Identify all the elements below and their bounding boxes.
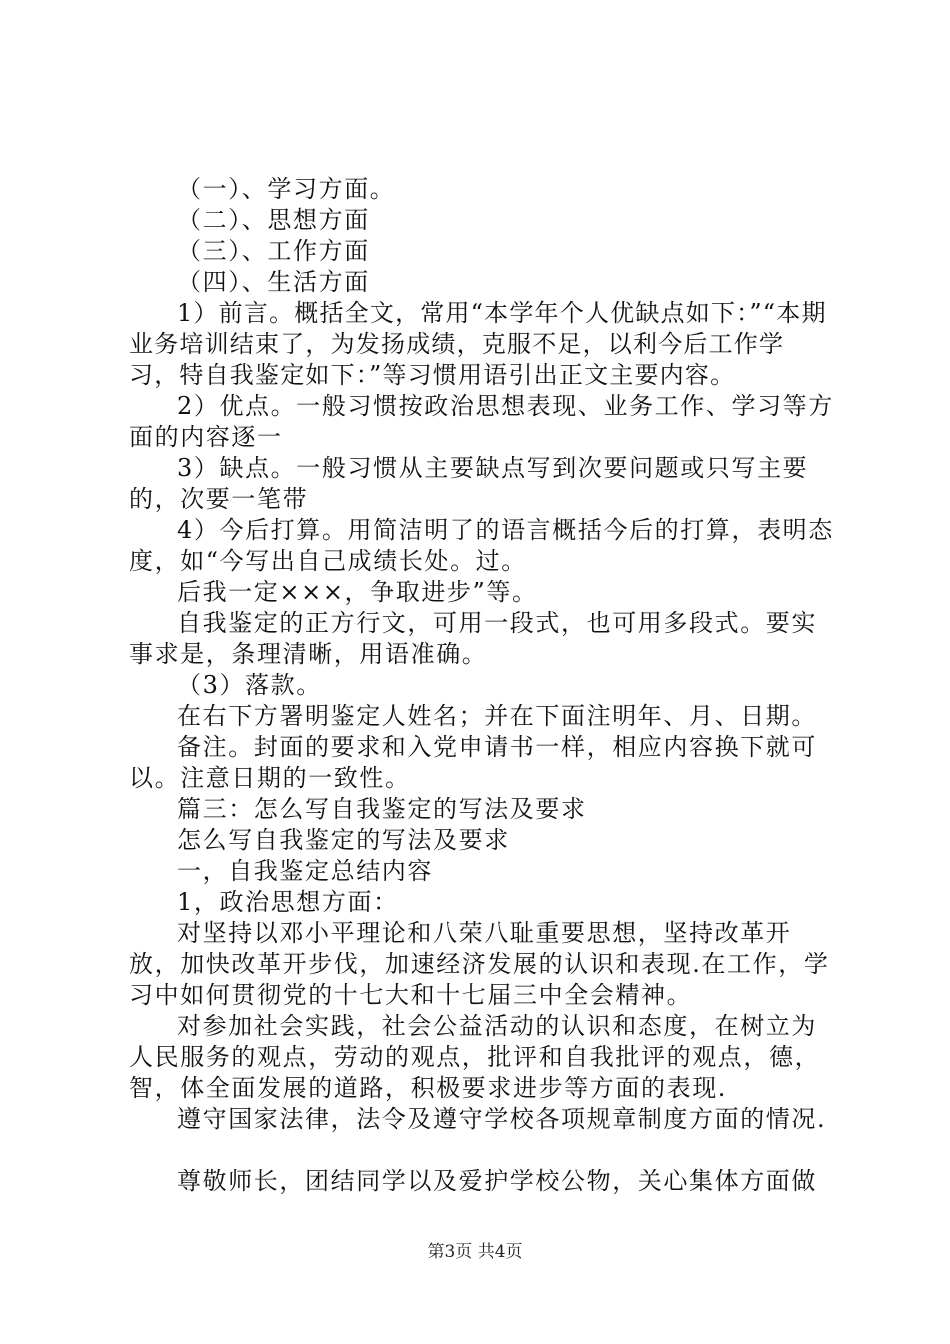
paragraph-signature-heading: （3）落款。 — [177, 671, 322, 699]
paragraph-strengths: 2）优点。一般习惯按政治思想表现、业务工作、学习等方面的内容逐一 — [129, 392, 834, 451]
paragraph-heading-study: （一）、学习方面。 — [177, 175, 396, 203]
paragraph-social-practice: 对参加社会实践，社会公益活动的认识和态度，在树立为人民服务的观点，劳动的观点，批评和自我批评的观点，德，智，体全面发展的道路，积极要求进步等方面的表现. — [129, 1012, 821, 1102]
document-body — [129, 174, 834, 1197]
paragraph-heading-life: （四）、生活方面 — [177, 268, 370, 296]
page-number-footer: 第3页 共4页 — [427, 1242, 523, 1262]
paragraph-body-format: 自我鉴定的正方行文，可用一段式，也可用多段式。要实事求是，条理清晰，用语准确。 — [129, 609, 817, 668]
paragraph-heading-work: （三）、工作方面 — [177, 237, 370, 265]
paragraph-section-three-subtitle: 怎么写自我鉴定的写法及要求 — [177, 826, 510, 854]
paragraph-section-three-title: 篇三：怎么写自我鉴定的写法及要求 — [177, 795, 587, 823]
paragraph-summary-content-heading: 一，自我鉴定总结内容 — [177, 857, 433, 885]
paragraph-remark: 备注。封面的要求和入党申请书一样，相应内容换下就可以。注意日期的一致性。 — [129, 733, 817, 792]
paragraph-signature-detail: 在右下方署明鉴定人姓名；并在下面注明年、月、日期。 — [177, 702, 817, 730]
paragraph-political-theory: 对坚持以邓小平理论和八荣八耻重要思想，坚持改革开放，加快改革开步伐，加速经济发展的认识和表现.在工作，学习中如何贯彻党的十七大和十七届三中全会精神。 — [129, 919, 830, 1009]
paragraph-future-plans: 4）今后打算。用简洁明了的语言概括今后的打算，表明态度，如“今写出自己成绩长处。过。 — [129, 516, 834, 575]
paragraph-future-plans-cont: 后我一定×××，争取进步”等。 — [177, 578, 538, 606]
paragraph-heading-thought: （二）、思想方面 — [177, 206, 370, 234]
paragraph-weaknesses: 3）缺点。一般习惯从主要缺点写到次要问题或只写主要的，次要一笔带 — [129, 454, 809, 513]
paragraph-preface: 1）前言。概括全文，常用“本学年个人优缺点如下：”“本期业务培训结束了，为发扬成绩，克服不足，以利今后工作学习，特自我鉴定如下：”等习惯用语引出正文主要内容。 — [129, 299, 827, 389]
paragraph-spacer — [129, 1135, 834, 1166]
paragraph-respect-teachers: 尊敬师长，团结同学以及爱护学校公物，关心集体方面做 — [177, 1167, 817, 1195]
paragraph-political-heading: 1，政治思想方面： — [177, 888, 399, 916]
paragraph-law-compliance: 遵守国家法律，法令及遵守学校各项规章制度方面的情况. — [177, 1105, 827, 1133]
